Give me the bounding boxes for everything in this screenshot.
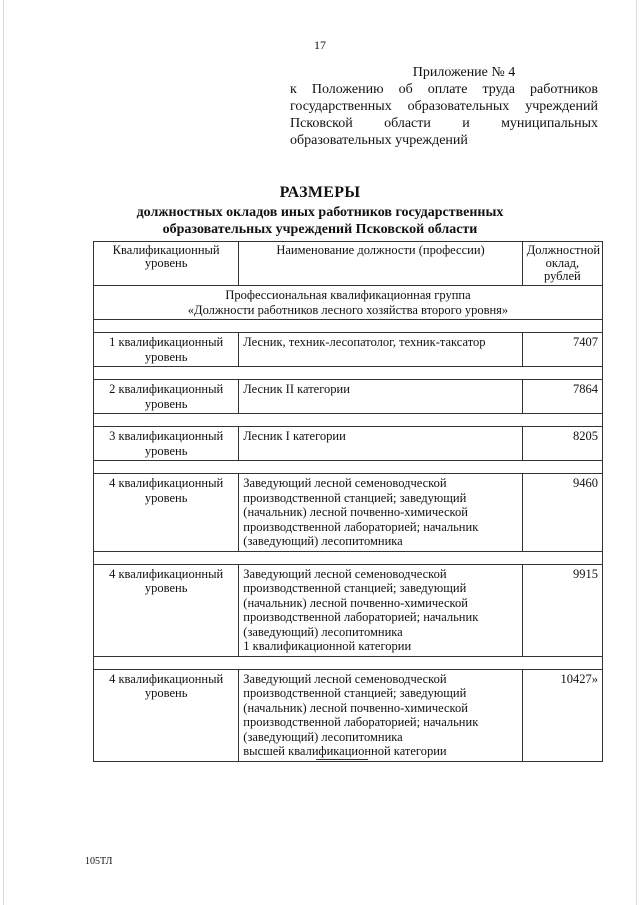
appendix-block: [290, 64, 598, 149]
salary-cell: 10427»: [522, 669, 602, 761]
table-row: [94, 380, 603, 414]
position-cell: Лесник II категории: [239, 380, 522, 414]
position-cell: Лесник, техник-лесопатолог, техник-таксатор: [239, 333, 522, 367]
document-heading: РАЗМЕРЫ: [279, 184, 361, 201]
salary-table: [93, 241, 603, 762]
footer-code: 105ТЛ: [85, 856, 113, 867]
group-title: [94, 286, 603, 320]
table-row: [94, 474, 603, 552]
end-rule: [316, 759, 368, 760]
position-category: высшей квалификационной категории: [243, 744, 447, 758]
spacer-row: [94, 414, 603, 427]
level-cell: 3 квалификационный уровень: [94, 427, 239, 461]
header-salary: Должностной оклад, рублей: [522, 242, 602, 286]
appendix-line: Псковской области и муниципальных: [290, 116, 598, 131]
table-row: [94, 669, 603, 761]
position-cell: [239, 564, 522, 656]
document-subheading: должностных окладов иных работников государственных: [136, 205, 504, 220]
appendix-line: образовательных учреждений: [290, 133, 468, 148]
level-cell: 4 квалификационный уровень: [94, 474, 239, 552]
salary-cell: 9460: [522, 474, 602, 552]
spacer-row: [94, 320, 603, 333]
salary-cell: 7864: [522, 380, 602, 414]
position-name: Заведующий лесной семеноводческой производственной станцией; заведующий (начальник) лесной почвенно-химической производственной лабораторией; начальник (заведующий) лесопитомника: [243, 671, 479, 744]
level-cell: 4 квалификационный уровень: [94, 564, 239, 656]
level-cell: 1 квалификационный уровень: [94, 333, 239, 367]
position-cell: [239, 669, 522, 761]
table-header-row: [94, 242, 603, 286]
appendix-line: государственных образовательных учреждений: [290, 99, 598, 114]
table-row: [94, 427, 603, 461]
position-cell: Заведующий лесной семеноводческой производственной станцией; заведующий (начальник) лесной почвенно-химической производственной лабораторией; начальник (заведующий) лесопитомника: [239, 474, 522, 552]
spacer-row: [94, 367, 603, 380]
group-title-line: «Должности работников лесного хозяйства второго уровня»: [187, 302, 509, 317]
level-cell: 4 квалификационный уровень: [94, 669, 239, 761]
position-name: Заведующий лесной семеноводческой производственной станцией; заведующий (начальник) лесной почвенно-химической производственной лабораторией; начальник (заведующий) лесопитомника: [243, 566, 479, 639]
salary-cell: 7407: [522, 333, 602, 367]
scan-edge-right: [636, 0, 637, 905]
salary-cell: 8205: [522, 427, 602, 461]
salary-cell: 9915: [522, 564, 602, 656]
spacer-row: [94, 461, 603, 474]
group-row: [94, 286, 603, 320]
appendix-title: Приложение № 4: [412, 65, 516, 80]
position-cell: Лесник I категории: [239, 427, 522, 461]
appendix-line: к Положению об оплате труда работников: [290, 82, 598, 97]
level-cell: 2 квалификационный уровень: [94, 380, 239, 414]
spacer-row: [94, 656, 603, 669]
spacer-row: [94, 551, 603, 564]
position-category: 1 квалификационной категории: [243, 639, 412, 653]
page-number: 17: [314, 38, 326, 52]
table-row: [94, 333, 603, 367]
document-subheading: образовательных учреждений Псковской области: [162, 222, 478, 237]
header-level: Квалификационный уровень: [94, 242, 239, 286]
table-row: [94, 564, 603, 656]
scan-edge-left: [3, 0, 4, 905]
header-position: Наименование должности (профессии): [239, 242, 522, 286]
group-title-line: Профессиональная квалификационная группа: [225, 288, 471, 302]
